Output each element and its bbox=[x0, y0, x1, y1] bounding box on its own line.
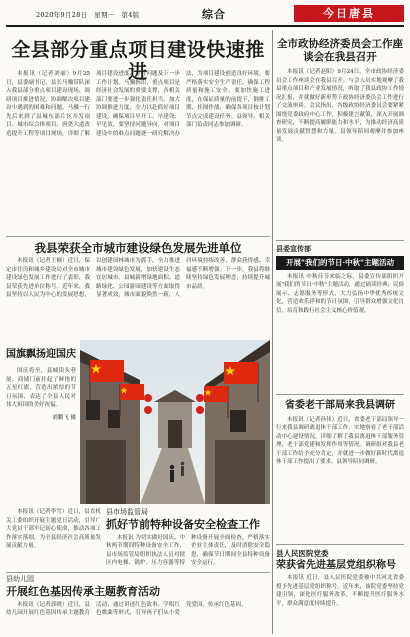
story-equipment-safety-kicker: 县市场监管局 bbox=[106, 508, 148, 516]
story-equipment-safety-headline: 抓好节前特种设备安全检查工作 bbox=[106, 518, 260, 532]
photo-caption bbox=[6, 340, 76, 504]
story-cppcc-meeting bbox=[276, 30, 404, 236]
story-kindergarten-body bbox=[6, 601, 270, 634]
story-mid-autumn-body bbox=[276, 273, 404, 381]
lead-body-text: 本报讯（记者刘丽）9月25日，县委副书记、县长马骥带队深入我县部分重点项目建设现场，调研项目推进情况，协调解决项目建设中遇到的困难和问题。马骥一行先后来到了县城东部片区开发项目、城市综合体项目、唐尧大道改造提升工程等项目现场，详细了解项目建设进度、存在问题及下一步工作计划。马骥指出，重点项目是经济社会发展的重要支撑，各相关部门要进一步强化责任担当，加大协调推进力度，全力以赴抓好项目建设，确保项目早开工、早建设、早见效。要坚持问题导向，对项目建设中的难点问题逐一研究解决办法，为项目建设创造良好环境。要严格落实安全生产责任，确保工程质量和施工安全。要加快施工进度，在保证质量的前提下，倒排工期、挂图作战，确保各项目按计划节点完成建设任务。县领导、相关部门负责同志参加调研。 bbox=[6, 71, 270, 137]
story-hospital-headline: 荣获省先进基层党组织称号 bbox=[276, 559, 396, 571]
story-kindergarten-text: 本报讯（记者郭晓）近日，县幼儿园开展红色基因传承主题教育活动，通过讲述红色故事、学唱红色歌曲等形式，引导孩子们从小爱党爱国，传承红色基因。 bbox=[6, 601, 247, 617]
story-veteran-cadres-text: 本报讯（记者孙伟）近日，省委老干部局领导一行来我县调研离退休干部工作，实地察看了老干部活动中心建设情况，详细了解了我县离退休干部服务管理、老干部党建和发挥作用等情况。调研组对我县老干部工作给予充分肯定，并就进一步做好新时代离退休干部工作提出了要求。县领导陪同调研。 bbox=[276, 416, 404, 466]
photo-credit: 刘鹏飞 摄 bbox=[52, 414, 76, 421]
story-cppcc-body bbox=[276, 68, 404, 228]
story-hospital-body bbox=[276, 574, 404, 630]
street-flags-image bbox=[80, 340, 270, 504]
newspaper-logo: 今日唐县 bbox=[294, 5, 404, 22]
right-column bbox=[276, 30, 404, 634]
lead-story bbox=[6, 30, 270, 234]
story-kindergarten-kicker: 县幼儿园 bbox=[6, 575, 34, 583]
story-equipment-safety-body bbox=[106, 534, 270, 572]
masthead-bar bbox=[6, 4, 404, 24]
story-equipment-safety-text: 本报讯 为切实做好国庆、中秋两节期间特种设备安全工作，县市场监管局组织执法人员对辖区内电梯、锅炉、压力容器等特种设备开展全面检查，严格落实企业主体责任，及时消除安全隐患，确保节日期间全县特种设备安全运行。 bbox=[106, 534, 270, 567]
lead-body bbox=[6, 70, 270, 232]
story-mid-autumn-kicker: 县委宣传部 bbox=[276, 244, 311, 253]
story-mid-autumn bbox=[276, 240, 404, 390]
story-veteran-cadres bbox=[276, 394, 404, 540]
header-rule bbox=[6, 25, 404, 27]
story-equipment-safety bbox=[106, 508, 270, 568]
story-hospital-kicker: 县人民医院党委 bbox=[276, 549, 329, 558]
story-green-city-text: 本报讯（记者王楠）近日，保定市住房和城乡建设局对全市城市建设绿色发展工作进行了表彰，我县荣获先进单位称号。近年来，我县坚持以人民为中心的发展思想，以创建园林城市为抓手，全力推进城市建设绿色发展，加快建设生态宜居城市。县城新增绿地面积、道路绿化、公园游园建设等方面取得显著成效，城市面貌焕然一新，人居环境持续改善，群众获得感、幸福感不断增强。下一步，我县将继续坚持绿色发展理念，持续提升城市品质。 bbox=[6, 258, 270, 299]
story-mid-autumn-headline: 开展"我们的节日·中秋"主题活动 bbox=[276, 256, 404, 270]
issue-date: 2020年9月28日 星期一 第4版 bbox=[36, 11, 140, 19]
story-veteran-cadres-body bbox=[276, 416, 404, 536]
story-cppcc-headline: 全市政协经济委员会工作座谈会在我县召开 bbox=[277, 38, 403, 64]
photo-feature bbox=[6, 340, 270, 504]
story-party-day-text: 本报讯（记者李雪）近日，县直机关工委组织开展主题党日活动，引导广大党员干部牢记初心使命，推动各项工作落实落细，为全县经济社会高质量发展贡献力量。 bbox=[6, 509, 101, 550]
lead-headline: 全县部分重点项目建设快速推进 bbox=[11, 39, 265, 83]
story-cppcc-text: 本报讯（记者赵阳）9月24日，全市政协经济委员会工作座谈会在我县召开。与会人员实地观摩了我县重点项目和产业发展情况，听取了我县政协工作情况汇报，并就做好新形势下政协经济委员会工作进行了交流座谈。会议指出，各级政协经济委员会要紧紧围绕党委政府中心工作，积极建言献策，深入开展调查研究，不断提高履职能力和水平，为推动经济高质量发展贡献智慧和力量。县领导陪同观摩并参加座谈。 bbox=[276, 69, 404, 144]
story-green-city bbox=[6, 236, 270, 336]
story-hospital-text: 本报讯 近日，县人民医院党委被中共河北省委授予先进基层党组织称号。近年来，该院党委坚持党建引领，深化医疗服务改革，不断提升医疗服务水平，群众满意度持续提升。 bbox=[276, 575, 404, 607]
story-party-day-body bbox=[6, 508, 101, 564]
story-kindergarten bbox=[6, 572, 270, 634]
story-hospital-party bbox=[276, 544, 404, 634]
photo-text bbox=[6, 367, 76, 410]
story-green-city-headline: 我县荣获全市城市建设绿色发展先进单位 bbox=[34, 241, 242, 255]
story-mid-autumn-text: 本报讯 中秋佳节来临之际，县委宣传部组织开展"我们的节日·中秋"主题活动，通过诵读经典、民俗展示、志愿服务等形式，大力弘扬中华优秀传统文化，营造欢乐祥和的节日氛围，引导群众增强文化自信，培育和践行社会主义核心价值观。 bbox=[276, 273, 404, 314]
column-separator bbox=[272, 30, 273, 634]
left-column bbox=[6, 30, 270, 634]
story-green-city-body bbox=[6, 257, 270, 325]
story-kindergarten-headline: 开展红色基因传承主题教育活动 bbox=[6, 585, 160, 599]
street-flags-photo bbox=[80, 340, 270, 504]
story-party-day bbox=[6, 508, 101, 568]
story-veteran-cadres-headline: 省委老干部局来我县调研 bbox=[285, 400, 395, 411]
photo-text-body: 国庆将至，县城街头巷尾、商铺门前挂起了鲜艳的五星红旗，营造出浓厚的节日氛围，表达了全县人民对伟大祖国的美好祝福。 bbox=[6, 368, 76, 409]
section-title: 综合 bbox=[202, 8, 226, 21]
photo-title: 国旗飘扬迎国庆 bbox=[6, 349, 76, 360]
